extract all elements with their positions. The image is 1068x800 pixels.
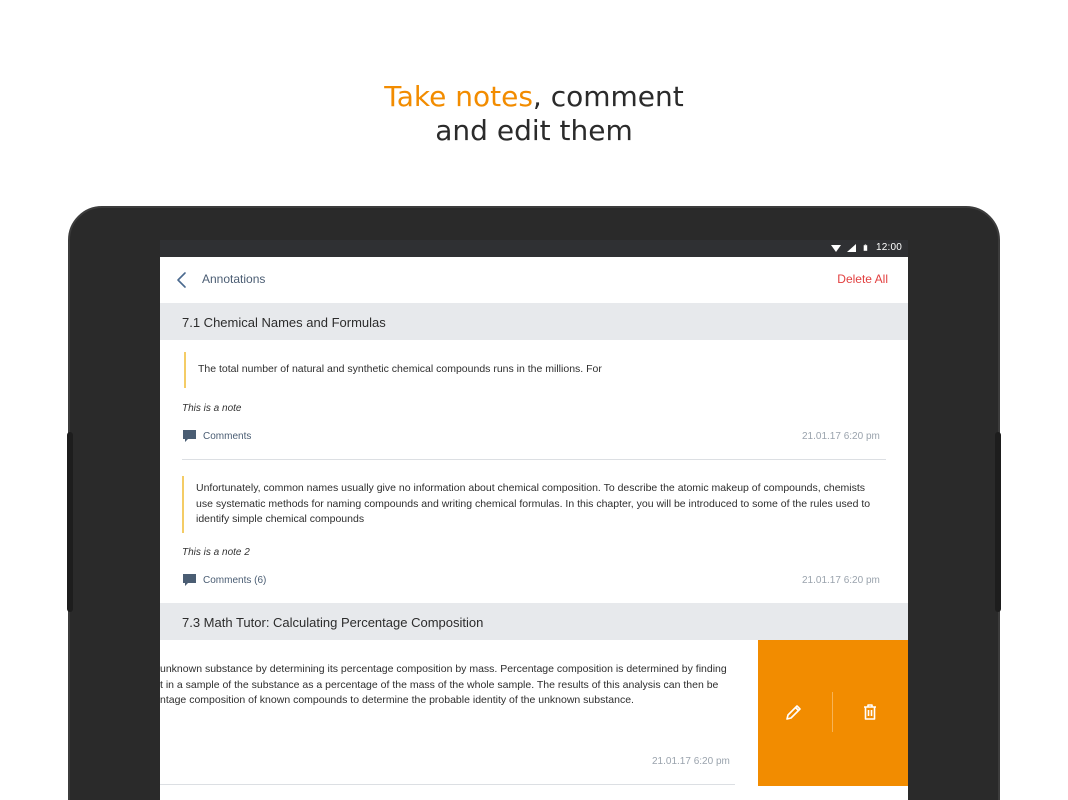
pencil-icon [784, 702, 804, 722]
delete-button[interactable] [850, 692, 890, 732]
swiped-annotation-text[interactable] [160, 662, 740, 709]
annotation-note: This is a note 2 [182, 547, 250, 558]
quote-line: use systematic methods for naming compounds and writing chemical formulas. In this chapter, you will be introduced to some of the rules used to [196, 497, 871, 510]
headline-line-1 [0, 80, 1068, 114]
headline-rest: , comment [532, 80, 684, 113]
quote-text: The total number of natural and synthetic chemical compounds runs in the millions. For [198, 363, 602, 375]
quote-line: unknown substance by determining its percentage composition by mass. Percentage composition is determined by finding [160, 663, 727, 675]
annotation-quote[interactable] [182, 476, 882, 533]
annotation-quote[interactable] [184, 352, 744, 388]
tablet-side-button-right [995, 432, 1001, 612]
status-time: 12:00 [875, 242, 902, 253]
edit-button[interactable] [774, 692, 814, 732]
section-header [160, 303, 908, 340]
section-title: 7.1 Chemical Names and Formulas [182, 315, 386, 330]
swipe-action-panel [758, 640, 908, 786]
annotation-divider [160, 784, 735, 785]
comments-label: Comments [203, 431, 252, 442]
comments-label: Comments (6) [203, 575, 267, 586]
app-screen [160, 240, 908, 800]
delete-all-button[interactable]: Delete All [837, 272, 888, 286]
section-title: 7.3 Math Tutor: Calculating Percentage Composition [182, 615, 484, 630]
tablet-side-button-left [67, 432, 73, 612]
action-separator [832, 692, 833, 732]
battery-icon [863, 243, 870, 253]
annotation-note: This is a note [182, 403, 242, 414]
quote-line: ntage composition of known compounds to determine the probable identity of the unknown substance. [160, 694, 634, 706]
section-header [160, 603, 908, 640]
annotation-timestamp: 21.01.17 6:20 pm [652, 756, 730, 767]
headline-line-2: and edit them [435, 114, 633, 147]
speech-bubble-icon [183, 574, 196, 587]
comments-link[interactable] [183, 430, 251, 443]
signal-icon [847, 243, 857, 253]
wifi-icon [831, 243, 841, 253]
quote-line: identify simple chemical compounds [196, 513, 365, 525]
page-title: Annotations [202, 272, 266, 286]
annotation-divider [182, 459, 886, 460]
annotation-timestamp: 21.01.17 6:20 pm [802, 575, 880, 586]
trash-icon [860, 702, 880, 722]
promo-headline [0, 80, 1068, 148]
headline-accent: Take notes [384, 80, 533, 113]
quote-line: t in a sample of the substance as a percentage of the mass of the whole sample. The results of this analysis can then be [160, 678, 719, 691]
status-bar [160, 240, 908, 257]
chevron-left-icon[interactable] [174, 269, 190, 291]
quote-line: Unfortunately, common names usually give no information about chemical composition. To describe the atomic makeup of compounds, chemists [196, 482, 866, 494]
annotation-timestamp: 21.01.17 6:20 pm [802, 431, 880, 442]
app-bar [160, 257, 908, 303]
speech-bubble-icon [183, 430, 196, 443]
comments-link[interactable] [183, 574, 266, 587]
